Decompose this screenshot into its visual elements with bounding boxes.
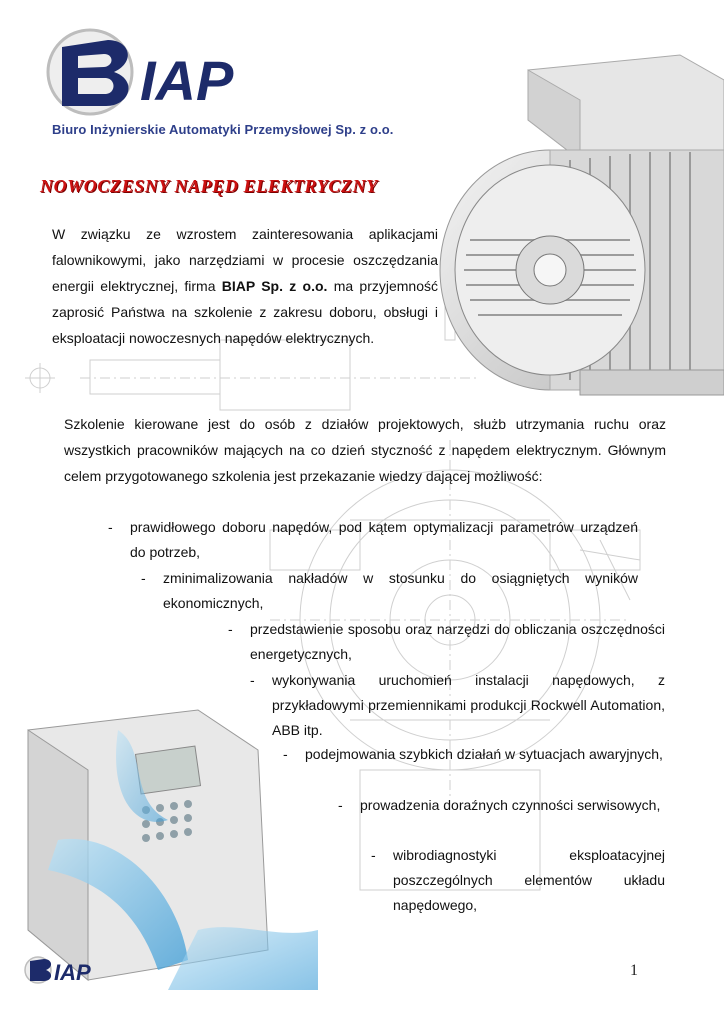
logo-text: IAP xyxy=(140,49,234,112)
audience-paragraph: Szkolenie kierowane jest do osób z działów projektowych, służb utrzymania ruchu oraz wszystkich pracowników mających na co dzień styczność z napędem elektrycznym. Głównym celem przygotowanego szkolenia jest przekazanie wiedzy dającej możliwość: xyxy=(64,416,666,484)
list-item: - wykonywania uruchomień instalacji napędowych, z przykładowymi przemiennikami produkcji Rockwell Automation, ABB itp. xyxy=(250,672,665,738)
list-item: - prawidłowego doboru napędów, pod kątem optymalizacji parametrów urządzeń do potrzeb, xyxy=(108,519,638,560)
list-item: - prowadzenia doraźnych czynności serwisowych, xyxy=(338,797,661,813)
list-item: - zminimalizowania nakładów w stosunku do osiągniętych wyników ekonomicznych, xyxy=(141,570,638,611)
footer-logo-text: IAP xyxy=(54,960,91,985)
list-item: - przedstawienie sposobu oraz narzędzi do obliczania oszczędności energetycznych, xyxy=(228,621,665,662)
page-number: 1 xyxy=(630,962,638,979)
page-title: NOWOCZESNY NAPĘD ELEKTRYCZNY xyxy=(40,176,378,196)
company-name: BIAP Sp. z o.o. xyxy=(221,278,328,294)
electric-motor-image xyxy=(430,40,724,400)
company-tagline: Biuro Inżynierskie Automatyki Przemysłowej Sp. z o.o. xyxy=(52,122,394,137)
footer-biap-logo xyxy=(24,950,104,990)
list-item: - wibrodiagnostyki eksploatacyjnej poszczególnych elementów układu napędowego, xyxy=(371,847,665,913)
biap-logo xyxy=(44,22,244,122)
list-item: - podejmowania szybkich działań w sytuacjach awaryjnych, xyxy=(283,746,663,762)
intro-paragraph: W związku ze wzrostem zainteresowania aplikacjami falownikowymi, jako narzędziami w procesie oszczędzania energii elektrycznej, firma BIAP Sp. z o.o. ma przyjemność zaprosić Państwa na szkolenie z zakresu doboru, obsługi i eksploatacji nowoczesnych napędów elektrycznych. xyxy=(52,226,438,346)
